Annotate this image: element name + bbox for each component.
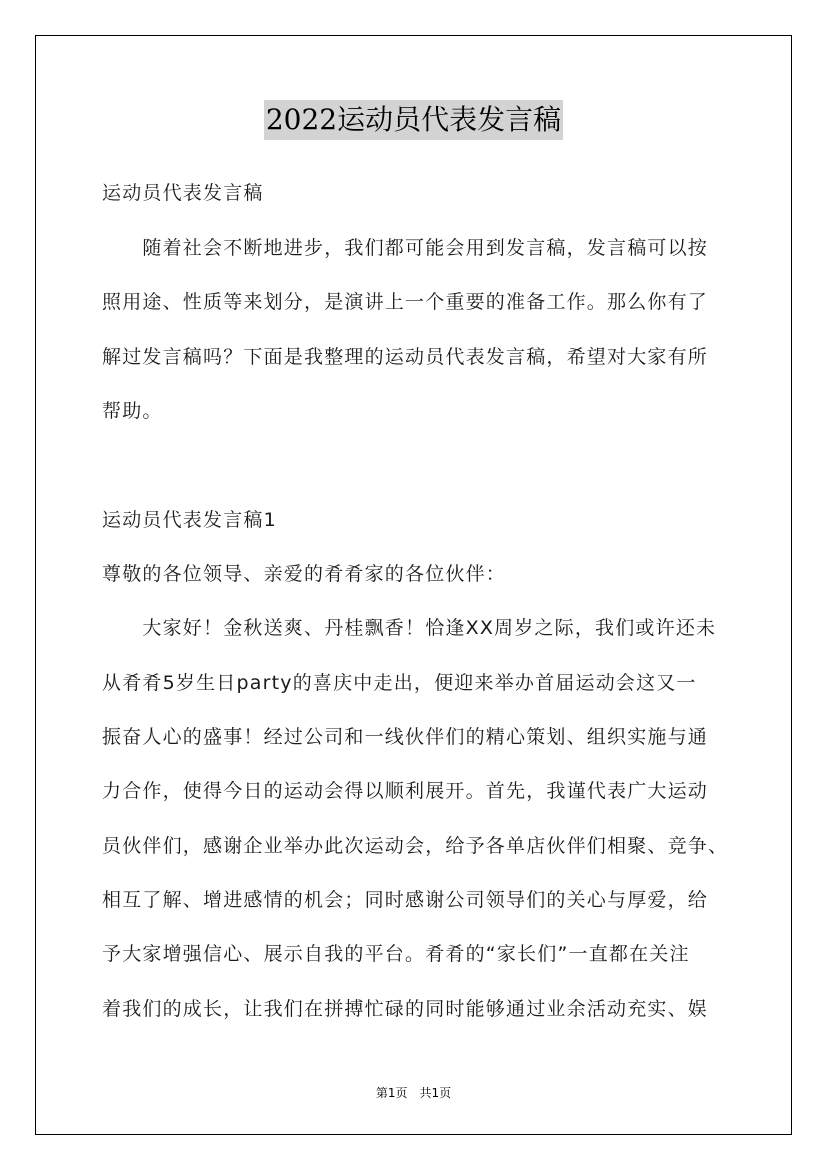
- text-line: 力合作，使得今日的运动会得以顺利展开。首先，我谨代表广大运动: [102, 780, 709, 802]
- text-line: 相互了解、增进感情的机会；同时感谢公司领导们的关心与厚爱，给: [102, 889, 709, 911]
- text-line: 从肴肴5岁生日party的喜庆中走出，便迎来举办首届运动会这又一: [102, 672, 697, 694]
- text-line: 照用途、性质等来划分，是演讲上一个重要的准备工作。那么你有了: [102, 291, 709, 313]
- document-title: 2022运动员代表发言稿: [264, 100, 563, 140]
- text-line: 员伙伴们，感谢企业举办此次运动会，给予各单店伙伴们相聚、竞争、: [102, 835, 729, 857]
- text-line: 予大家增强信心、展示自我的平台。肴肴的“家长们”一直都在关注: [102, 943, 690, 965]
- text-line: 帮助。: [102, 400, 163, 422]
- text-line: 随着社会不断地进步，我们都可能会用到发言稿，发言稿可以按: [102, 237, 709, 259]
- salutation-line: 尊敬的各位领导、亲爱的肴肴家的各位伙伴：: [102, 563, 507, 585]
- text-line: 振奋人心的盛事！经过公司和一线伙伴们的精心策划、组织实施与通: [102, 726, 709, 748]
- section-heading: 运动员代表发言稿1: [102, 509, 277, 531]
- page-footer: 第1页 共1页: [375, 1086, 452, 1100]
- title-container: [0, 100, 827, 140]
- text-line: 运动员代表发言稿: [102, 182, 264, 204]
- text-line: 大家好！金秋送爽、丹桂飘香！恰逢XX周岁之际，我们或许还未: [102, 617, 717, 639]
- text-line: 解过发言稿吗？下面是我整理的运动员代表发言稿，希望对大家有所: [102, 346, 709, 368]
- text-line: 着我们的成长，让我们在拼搏忙碌的同时能够通过业余活动充实、娱: [102, 998, 709, 1020]
